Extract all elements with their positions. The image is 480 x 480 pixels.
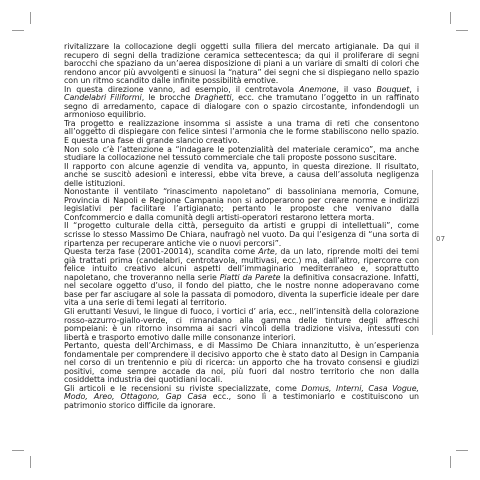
italic-run: Piatti da Parete — [219, 272, 281, 282]
text-run: , i — [409, 84, 419, 94]
paragraph — [64, 222, 419, 248]
text-run: Il “progetto culturale della città, perseguito da artisti e gruppi di intellettuali”, come scrisse lo stesso Massimo De Chiara, naufragò nel vuoto. Da qui l’esigenza di “una sorta di ripartenza per recuperare antiche vie o nuovi percorsi”. — [64, 221, 419, 248]
paragraph — [64, 248, 419, 308]
paragraph — [64, 120, 419, 146]
italic-run: Draghetti — [194, 93, 232, 103]
crop-mark — [30, 12, 31, 24]
paragraph — [64, 308, 419, 342]
paragraph — [64, 146, 419, 163]
paragraph — [64, 342, 419, 385]
page-number: 07 — [436, 235, 446, 243]
crop-mark — [456, 30, 468, 31]
paragraph — [64, 43, 419, 86]
text-run: Gli articoli e le recensioni su riviste specializzate, come — [64, 383, 302, 393]
paragraph — [64, 86, 419, 120]
italic-run: Anemone — [299, 84, 337, 94]
paragraph — [64, 385, 419, 411]
margin-rule — [432, 170, 433, 335]
italic-run: Bouquet — [376, 84, 410, 94]
text-run: Questa terza fase (2001-20014), scandita come — [64, 247, 259, 257]
body-text — [64, 43, 419, 411]
paragraph — [64, 188, 419, 222]
italic-run: Candelabri Filiformi — [64, 93, 142, 103]
text-run: Il rapporto con alcune agenzie di vendita va, appunto, in questa direzione. Il risultato, anche se suscitò adesioni e interessi, ebbe vita breve, a causa dell’assoluta negligenza delle istituzioni. — [64, 161, 419, 188]
text-run: In questa direzione vanno, ad esempio, il centrotavola — [64, 84, 300, 94]
text-run: rivitalizzare la collocazione degli oggetti sulla filiera del mercato artigianale. Da qui il recupero di segni della tradizione ceramica settecentesca; da qui il proliferare di segni barocchi che spaziano da un’aerea disposizione di piani a un variare di smalti di colori che rendono ancor più avvolgenti e sinuosi la “natura” dei segni che si dispiegano nello spazio con un ritmo scandito dalle infinite possibilità emotive. — [64, 42, 419, 86]
text-run: la definitiva consacrazione. Infatti, nel secolare oggetto d’uso, il fondo del piatto, che le nostre nonne adoperavano come base per far asciugare al sole la passata di pomodoro, diventa la superficie ideale per dare vita a una serie di temi legati al territorio. — [64, 272, 420, 308]
text-run: , ecc. che tramutano l’oggetto in un raffinato segno di arredamento, capace di dialogare con o spazio circostante, infondendogli un armonioso equilibrio. — [64, 93, 419, 120]
text-run: ecc., sono lì a testimoniarlo e costituiscono un patrimonio storico difficile da ignorare. — [64, 392, 419, 410]
crop-mark — [450, 456, 451, 468]
crop-mark — [456, 450, 468, 451]
italic-run: Domus, Interni, Casa Vogue, Modo, Areo, Ottagono, Gap Casa — [64, 383, 419, 402]
text-run: Gli eruttanti Vesuvi, le lingue di fuoco, i vortici d’ aria, ecc., nell’intensità della colorazione rosso-azzurro-giallo-verde, ci rimandano alla gamma delle tinture degli affreschi pompeiani: è un ritorno insomma ai sacri vincoli della tradizione visiva, intessuti con libertà e trasporto emotivo dalle mille consonanze interiori. — [64, 306, 419, 342]
text-run: , da un lato, riprende molti dei temi già trattati prima (candelabri, centrotavola, multivasi, ecc.) ma, dall’altro, ripercorre con felice intuito creativo alcuni aspetti dell’immaginario mediterraneo e, soprattutto napoletano, che troveranno nella serie — [64, 247, 419, 282]
text-run: Pertanto, questa dell’Archimass, e di Massimo De Chiara innanzitutto, è un’esperienza fondamentale per comprendere il decisivo apporto che è stato dato al Design in Campania nel corso di un trentennio e più di ricerca: un apporto che ha trovato consensi e giudizi positivi, come sempre accade da noi, più fuori dal nostro territorio che non dalla cosiddetta industria dei quotidiani locali. — [64, 341, 419, 385]
paragraph — [64, 163, 419, 189]
text-run: Nonostante il ventilato “rinascimento napoletano” di bassoliniana memoria, Comune, Provincia di Napoli e Regione Campania non si adoperarono per creare norme e indirizzi legislativi per facilitare l’artigianato; pertanto le proposte che venivano dalla Confcommercio e dalla comunità degli artisti-operatori restarono lettera morta. — [64, 187, 419, 222]
text-run: , le brocche — [141, 93, 195, 103]
text-run: Tra progetto e realizzazione insomma si assiste a una trama di reti che consentono all’oggetto di dispiegare con felice sintesi l’armonia che le forme stabiliscono nello spazio. E questa una fase di grande slancio creativo. — [64, 118, 419, 146]
crop-mark — [12, 450, 24, 451]
text-run: Non solo c’è l’attenzione a “indagare le potenzialità del materiale ceramico”, ma anche studiare la collocazione nel tessuto commerciale che tali proposte possono suscitare. — [64, 144, 419, 163]
crop-mark — [450, 12, 451, 24]
text-run: , il vaso — [336, 84, 377, 94]
crop-mark — [12, 30, 24, 31]
crop-mark — [30, 456, 31, 468]
italic-run: Arte — [258, 247, 275, 257]
